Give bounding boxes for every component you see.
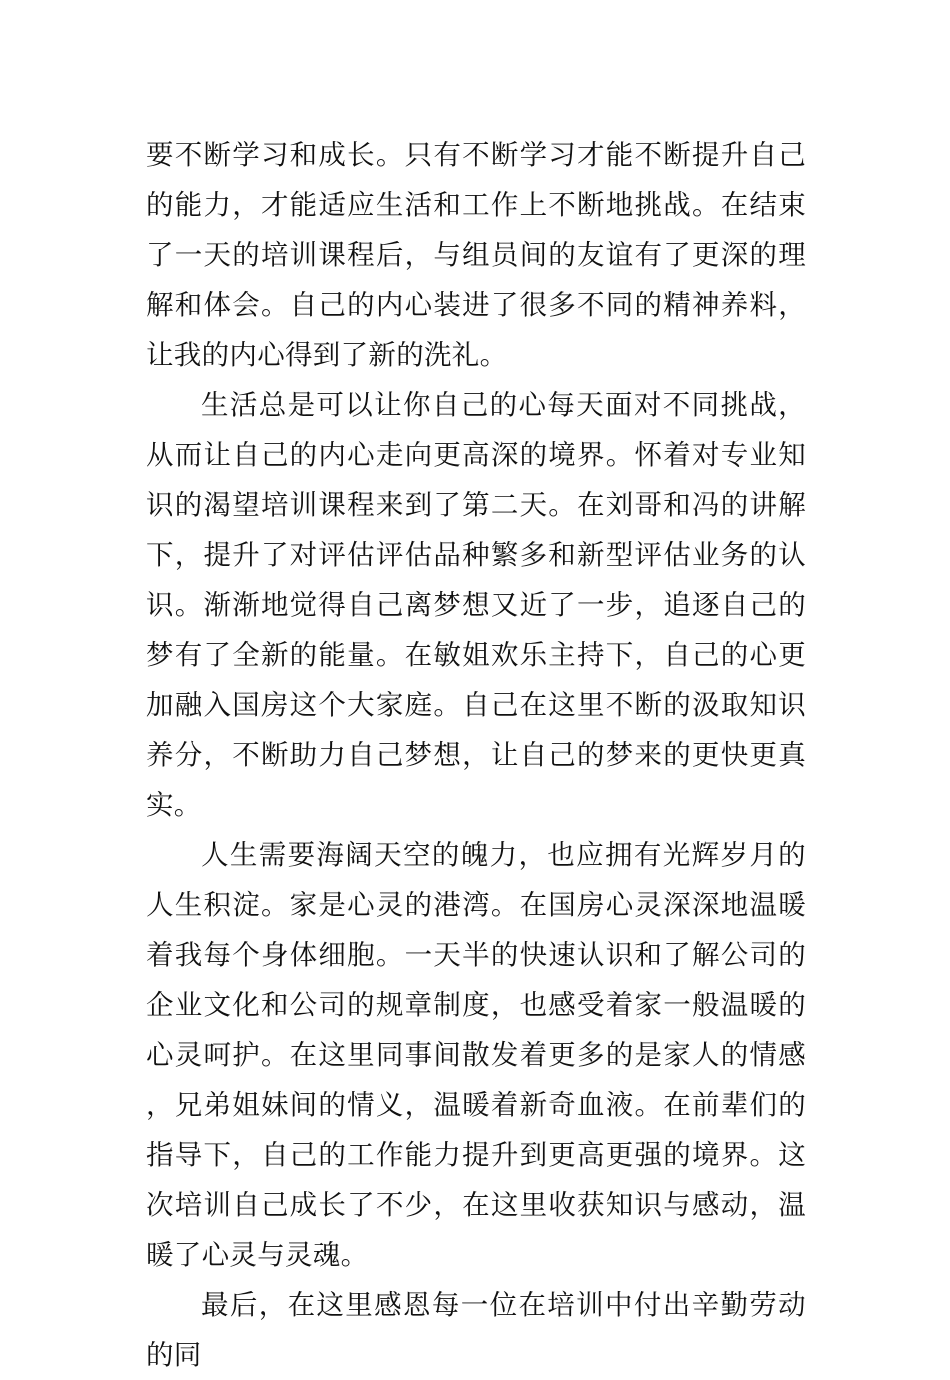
paragraph-2: 生活总是可以让你自己的心每天面对不同挑战，从而让自己的内心走向更高深的境界。怀着对专业知识的渴望培训课程来到了第二天。在刘哥和冯的讲解下，提升了对评估评估品种繁多和新型评估业务的认识。渐渐地觉得自己离梦想又近了一步，追逐自己的梦有了全新的能量。在敏姐欢乐主持下，自己的心更加融入国房这个大家庭。自己在这里不断的汲取知识养分，不断助力自己梦想，让自己的梦来的更快更真实。	[146, 389, 806, 821]
paragraph-3: 人生需要海阔天空的魄力，也应拥有光辉岁月的人生积淀。家是心灵的港湾。在国房心灵深深地温暖着我每个身体细胞。一天半的快速认识和了解公司的企业文化和公司的规章制度，也感受着家一般温暖的心灵呵护。在这里同事间散发着更多的是家人的情感，兄弟姐妹间的情义，温暖着新奇血液。在前辈们的指导下，自己的工作能力提升到更高更强的境界。这次培训自己成长了不少，在这里收获知识与感动，温暖了心灵与灵魂。	[146, 839, 806, 1271]
paragraph-1: 要不断学习和成长。只有不断学习才能不断提升自己的能力，才能适应生活和工作上不断地挑战。在结束了一天的培训课程后，与组员间的友谊有了更深的理解和体会。自己的内心装进了很多不同的精神养料，让我的内心得到了新的洗礼。	[146, 139, 806, 371]
paragraph-4: 最后，在这里感恩每一位在培训中付出辛勤劳动的同	[146, 1289, 806, 1371]
document-body	[146, 130, 806, 1380]
